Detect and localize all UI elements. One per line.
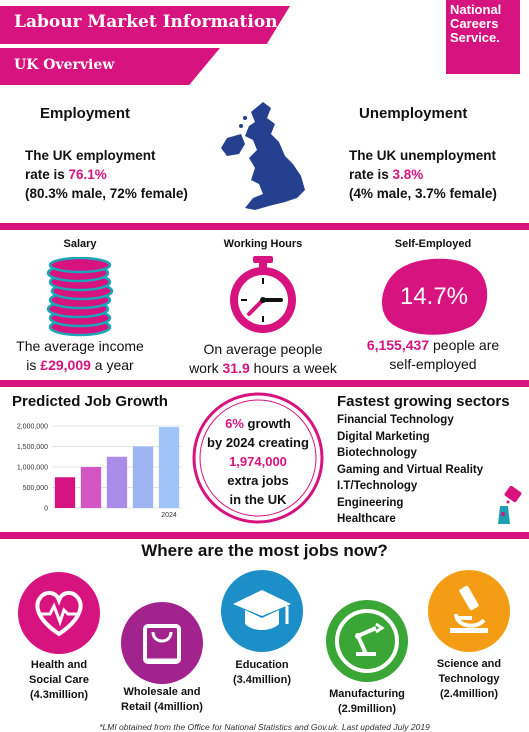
microscope-icon [428, 570, 510, 652]
employment-text: The UK employment rate is 76.1% (80.3% male, 72% female) [25, 148, 188, 201]
list-item: Financial Technology [337, 414, 454, 426]
section-divider [0, 223, 529, 230]
growth-circle-text: 6% growth by 2024 creating 1,974,000 extra jobs in the UK [207, 416, 309, 507]
y-tick-label: 1,000,000 [16, 464, 48, 472]
chart-bar [107, 457, 127, 508]
x-tick-label: 2024 [161, 512, 177, 519]
manufacturing-circle [326, 600, 408, 682]
employment-rate: 76.1% [68, 167, 107, 182]
education-label: Education (3.4million) [232, 659, 292, 686]
y-tick-label: 500,000 [22, 485, 48, 492]
education-circle [221, 570, 303, 652]
science-technology-label: Science and Technology (2.4million) [436, 658, 502, 700]
science-technology-circle [428, 570, 510, 652]
health-social-care-circle [18, 572, 100, 654]
salary-text: The average income is £29,009 a year [16, 338, 144, 373]
sectors-heading: Fastest growing sectors [337, 393, 510, 410]
unemployment-heading: Unemployment [359, 105, 468, 122]
chart-bar [55, 477, 75, 508]
section-divider [0, 380, 529, 387]
unemployment-rate: 3.8% [392, 167, 424, 182]
uk-map-icon [205, 98, 325, 218]
section-divider [0, 532, 529, 539]
chart-svg [10, 420, 190, 520]
health-social-care-label: Health and Social Care (4.3million) [29, 659, 89, 701]
hours-text: On average people work 31.9 hours a week [189, 341, 337, 376]
graduation-cap-icon [221, 570, 303, 652]
coin-stack-icon [45, 257, 115, 337]
salary-heading: Salary [63, 238, 97, 250]
logo-text: National Careers Service. [450, 2, 502, 45]
chart-bar [133, 447, 153, 509]
list-item: Digital Marketing [337, 430, 430, 443]
self-employed-count: 6,155,437 [366, 337, 430, 353]
chart-bar [159, 427, 179, 508]
shopping-bag-icon [121, 602, 203, 684]
self-employed-text: 6,155,437 people are self-employed [366, 337, 500, 372]
list-item: Biotechnology [337, 447, 417, 459]
footer-note: *LMI obtained from the Office for National Statistics and Gov.uk. Last updated July 2019 [99, 722, 430, 732]
wholesale-retail-circle [121, 602, 203, 684]
list-item: Gaming and Virtual Reality [337, 463, 484, 476]
y-tick-label: 2,000,000 [16, 423, 48, 431]
sectors-list [337, 412, 483, 528]
list-item: Engineering [337, 496, 404, 509]
robot-arm-icon [326, 600, 408, 682]
stopwatch-icon [225, 254, 301, 336]
hours-value: 31.9 [222, 360, 250, 376]
list-item: I.T/Technology [337, 480, 418, 492]
y-tick-label: 0 [44, 505, 48, 513]
chart-bar [81, 467, 101, 508]
hours-heading: Working Hours [223, 238, 303, 250]
manufacturing-label: Manufacturing (2.9million) [329, 688, 405, 715]
page-subtitle: UK Overview [14, 57, 115, 73]
flask-icon [494, 486, 526, 528]
self-employed-heading: Self-Employed [394, 238, 472, 250]
heart-monitor-icon [18, 572, 100, 654]
employment-heading: Employment [40, 105, 131, 122]
wholesale-retail-label: Wholesale and Retail (4million) [121, 686, 203, 713]
list-item: Healthcare [337, 513, 396, 525]
jobs-heading: Where are the most jobs now? [141, 541, 388, 560]
page-title: Labour Market Information [14, 12, 278, 32]
unemployment-text: The UK unemployment rate is 3.8% (4% male, 3.7% female) [349, 148, 497, 201]
job-growth-chart [10, 420, 190, 520]
y-tick-label: 1,500,000 [16, 444, 48, 451]
self-employed-percent: 14.7% [399, 283, 469, 310]
salary-value: £29,009 [40, 357, 91, 373]
growth-heading: Predicted Job Growth [12, 393, 168, 410]
